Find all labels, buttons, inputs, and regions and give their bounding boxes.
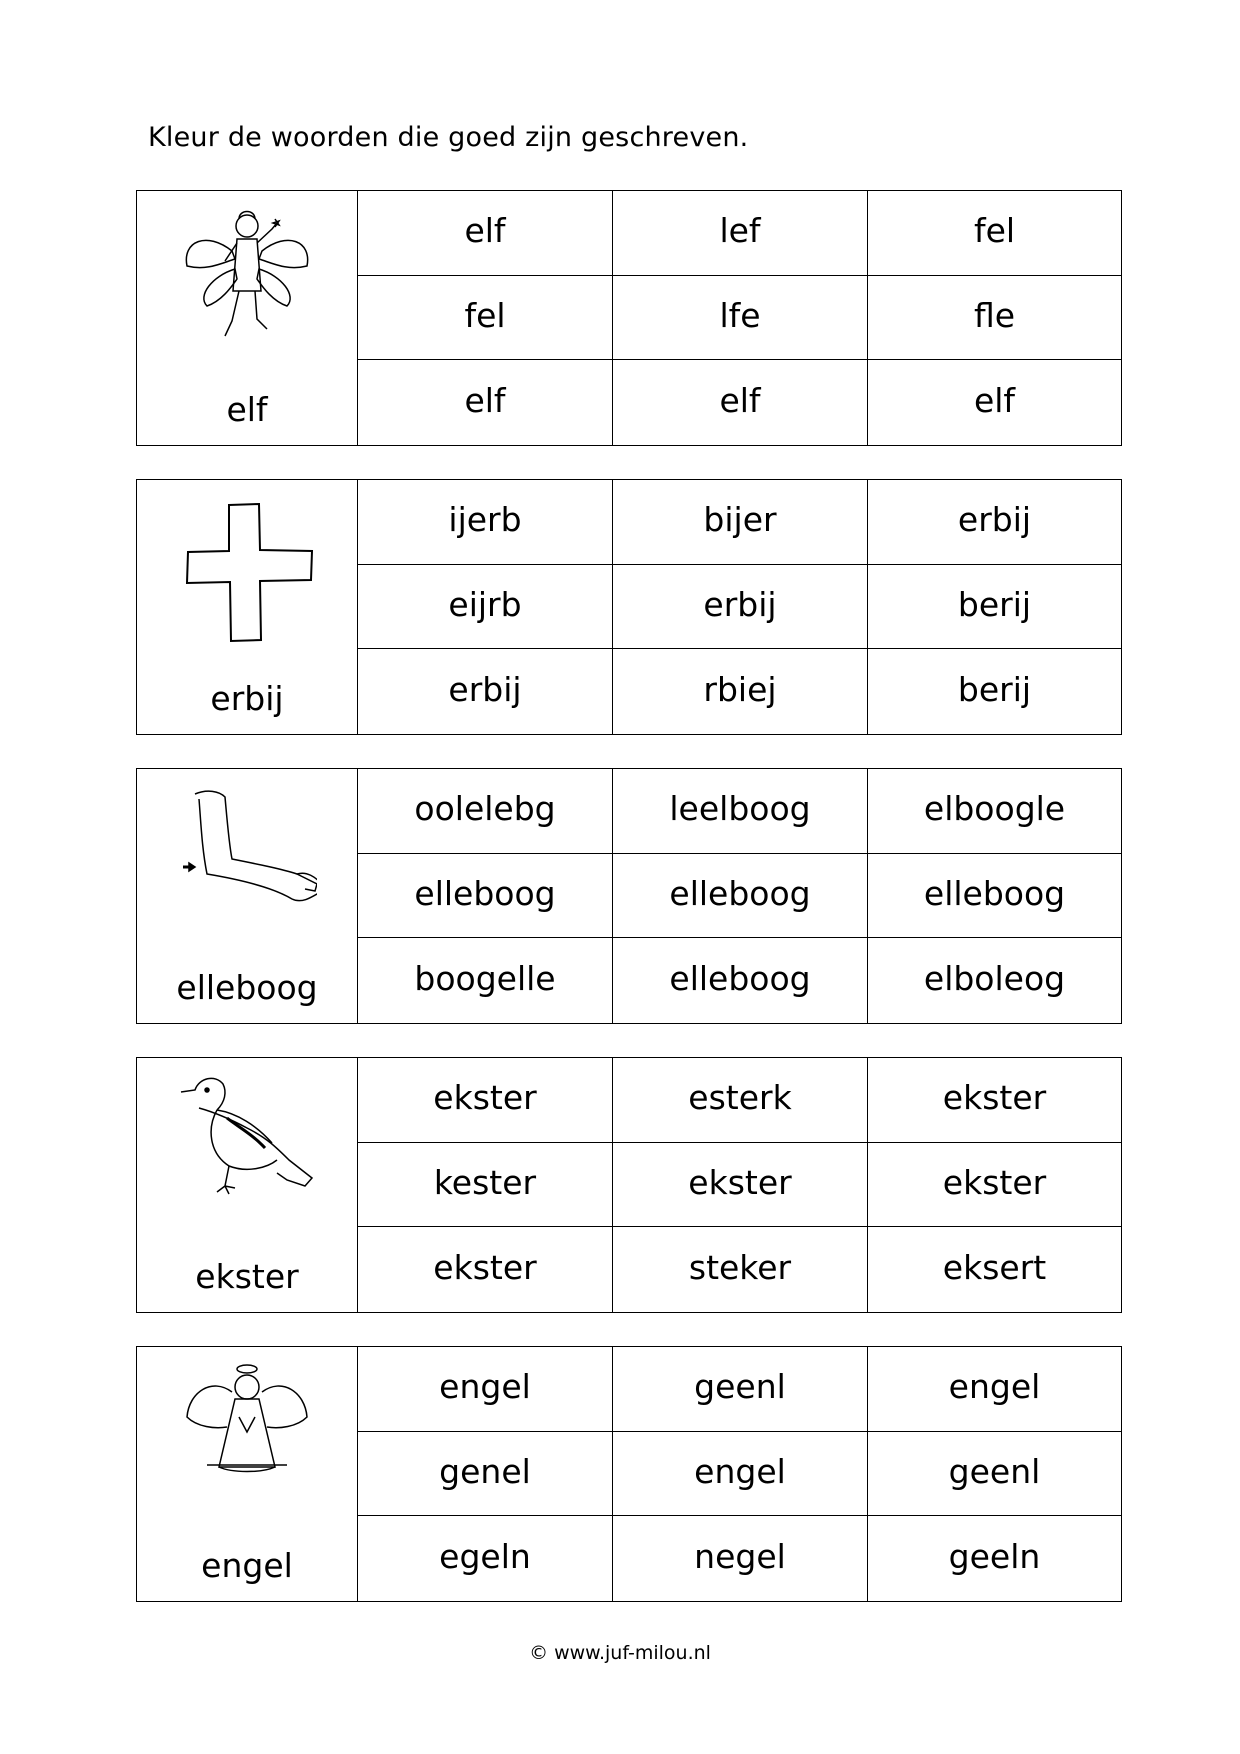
plus-icon: [177, 490, 317, 650]
option-cell[interactable]: elleboog: [613, 938, 868, 1023]
word-block-ekster: [136, 1057, 1122, 1313]
option-cell[interactable]: elleboog: [358, 854, 613, 939]
target-word: engel: [201, 1546, 293, 1585]
option-cell[interactable]: erbij: [868, 480, 1121, 565]
option-cell[interactable]: egeln: [358, 1516, 613, 1601]
option-cell[interactable]: negel: [613, 1516, 868, 1601]
option-cell[interactable]: steker: [613, 1227, 868, 1312]
option-cell[interactable]: engel: [358, 1347, 613, 1432]
arm-elbow-icon: [177, 779, 317, 939]
option-cell[interactable]: oolelebg: [358, 769, 613, 854]
option-cell[interactable]: ekster: [868, 1058, 1121, 1143]
option-cell[interactable]: elf: [613, 360, 868, 445]
option-grid: [358, 191, 1121, 445]
option-cell[interactable]: ekster: [613, 1143, 868, 1228]
option-cell[interactable]: berij: [957, 670, 1032, 710]
option-grid: [358, 769, 1121, 1023]
option-cell[interactable]: elf: [973, 381, 1016, 421]
option-cell[interactable]: ekster: [358, 1058, 613, 1143]
word-block-engel: [136, 1346, 1122, 1602]
option-cell[interactable]: lef: [613, 191, 868, 276]
word-block-elf: [136, 190, 1122, 446]
footer-copyright: © www.juf-milou.nl: [529, 1642, 711, 1664]
instruction-text: Kleur de woorden die goed zijn geschreven.: [148, 122, 749, 153]
picture-cell: [137, 480, 358, 734]
option-cell[interactable]: geenl: [613, 1347, 868, 1432]
target-word: elf: [226, 390, 268, 429]
picture-cell: [137, 1347, 358, 1601]
option-cell[interactable]: rbiej: [613, 649, 868, 734]
option-cell[interactable]: geeln: [948, 1537, 1041, 1577]
option-grid: [358, 1347, 1121, 1601]
picture-cell: [137, 769, 358, 1023]
option-cell[interactable]: berij: [868, 565, 1121, 650]
option-cell[interactable]: lfe: [613, 276, 868, 361]
magpie-bird-icon: [177, 1068, 317, 1228]
option-cell[interactable]: ijerb: [358, 480, 613, 565]
option-cell[interactable]: erbij: [613, 565, 868, 650]
option-cell[interactable]: elf: [358, 191, 613, 276]
option-cell[interactable]: elf: [358, 360, 613, 445]
target-word: erbij: [210, 679, 284, 718]
option-cell[interactable]: elboogle: [868, 769, 1121, 854]
word-block-erbij: [136, 479, 1122, 735]
option-cell[interactable]: engel: [613, 1432, 868, 1517]
word-block-elleboog: [136, 768, 1122, 1024]
option-cell[interactable]: elleboog: [613, 854, 868, 939]
option-cell[interactable]: elboleog: [923, 959, 1066, 999]
option-cell[interactable]: fel: [358, 276, 613, 361]
option-cell[interactable]: eksert: [942, 1248, 1047, 1288]
option-grid: [358, 480, 1121, 734]
picture-cell: [137, 191, 358, 445]
option-cell[interactable]: bijer: [613, 480, 868, 565]
picture-cell: [137, 1058, 358, 1312]
option-cell[interactable]: elleboog: [868, 854, 1121, 939]
option-cell[interactable]: erbij: [358, 649, 613, 734]
option-cell[interactable]: eijrb: [358, 565, 613, 650]
target-word: elleboog: [176, 968, 318, 1007]
option-cell[interactable]: engel: [868, 1347, 1121, 1432]
option-cell[interactable]: ekster: [868, 1143, 1121, 1228]
target-word: ekster: [195, 1257, 299, 1296]
option-cell[interactable]: geenl: [868, 1432, 1121, 1517]
option-cell[interactable]: fel: [868, 191, 1121, 276]
fairy-icon: [177, 201, 317, 361]
option-cell[interactable]: boogelle: [358, 938, 613, 1023]
angel-icon: [177, 1357, 317, 1517]
option-cell[interactable]: leelboog: [613, 769, 868, 854]
option-cell[interactable]: kester: [358, 1143, 613, 1228]
option-cell[interactable]: genel: [358, 1432, 613, 1517]
option-cell[interactable]: ekster: [358, 1227, 613, 1312]
option-cell[interactable]: fle: [868, 276, 1121, 361]
option-grid: [358, 1058, 1121, 1312]
option-cell[interactable]: esterk: [613, 1058, 868, 1143]
